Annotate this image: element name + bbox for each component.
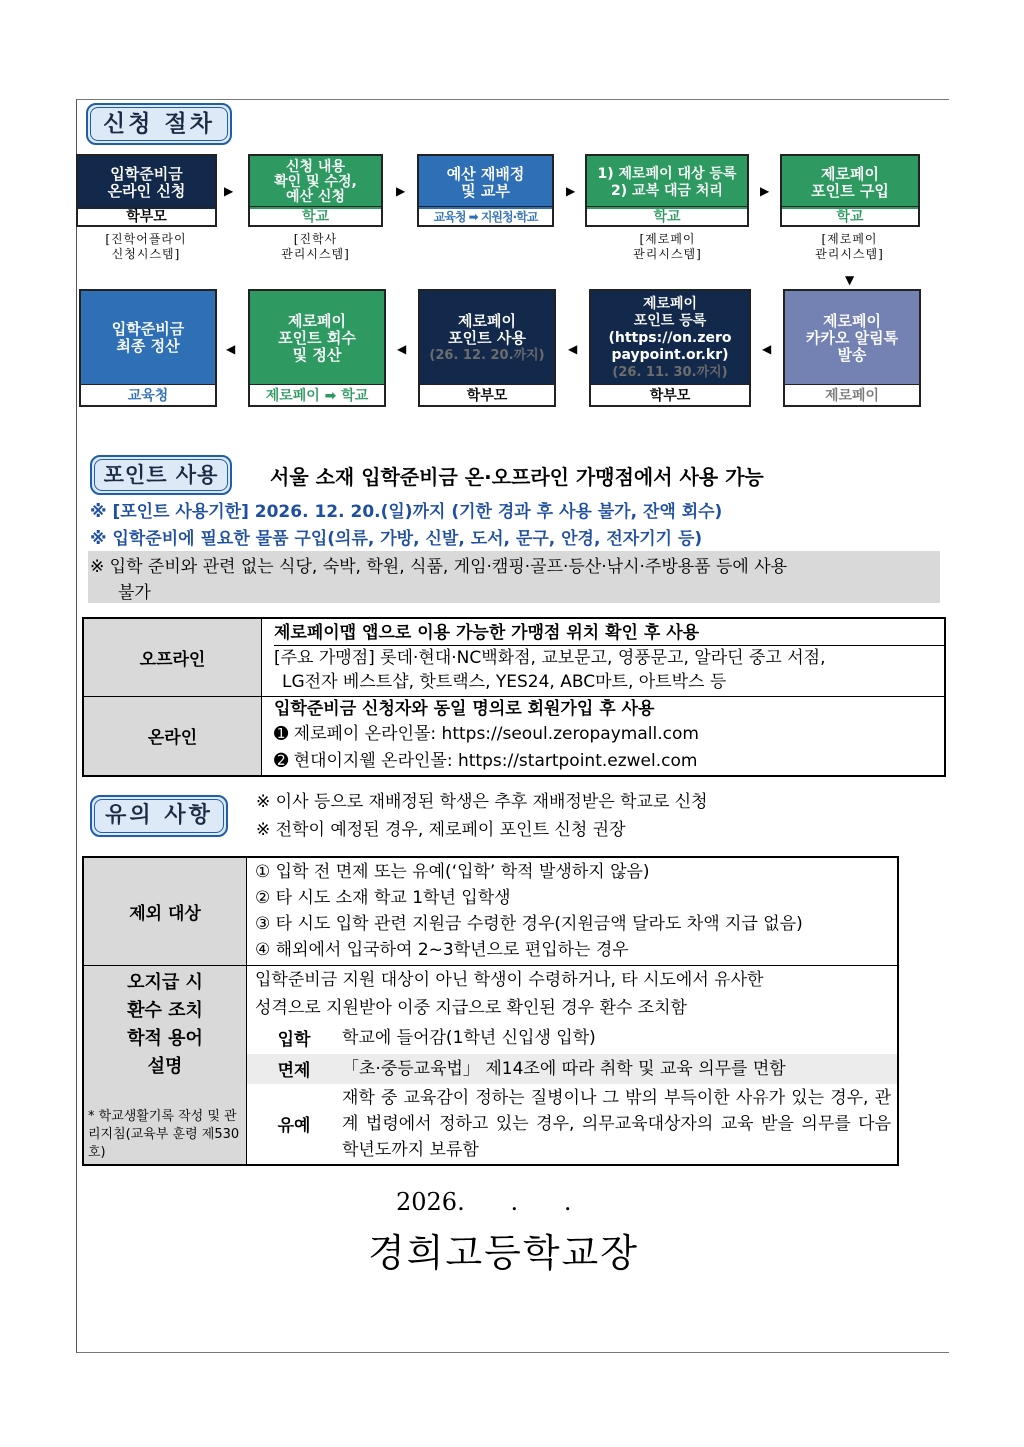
exclude-line-2: ② 타 시도 소재 학교 1학년 입학생 [255,888,511,909]
offline-label: 오프라인 [83,618,262,696]
note-allowed-items: ※ 입학준비에 필요한 물품 구입(의류, 가방, 신발, 도서, 문구, 안경, 전자기기 등) [90,529,703,549]
term-desc: 「초·중등교육법」 제14조에 따라 취학 및 교육 의무를 면함 [342,1058,786,1079]
exclude-label: 제외 대상 [83,857,247,965]
flow-step-1-actor: 학부모 [78,206,215,225]
flow-step-8 [418,289,556,407]
arrow-right-icon: ▶ [566,184,576,198]
flow-step-9 [248,289,386,407]
online-line-1: 입학준비금 신청자와 동일 명의로 회원가입 후 사용 [274,698,655,719]
flow-step-5 [780,154,920,227]
flow-step-2 [248,154,383,227]
exclude-line-1: ① 입학 전 면제 또는 유예(‘입학’ 학적 발생하지 않음) [255,862,650,883]
flow-step-2-title: 신청 내용 확인 및 수정, 예산 신청 [250,156,381,209]
arrow-left-icon: ◀ [397,342,407,356]
note-restricted: ※ 입학 준비와 관련 없는 식당, 숙박, 학원, 식품, 게임·캠핑·골프·등산·낚시·주방용품 등에 사용 불가 [88,551,940,603]
arrow-left-icon: ◀ [226,342,236,356]
flow-step-4-system: [제로페이 관리시스템] [633,232,702,261]
flow-step-3-title: 예산 재배정 및 교부 [419,156,552,209]
note-deadline: ※ [포인트 사용기한] 2026. 12. 20.(일)까지 (기한 경과 후 사용 불가, 잔액 회수) [90,502,723,522]
flow-step-4-title: 1) 제로페이 대상 등록 2) 교복 대금 처리 [587,156,747,209]
online-line-3: ➋ 현대이지웰 온라인몰: https://startpoint.ezwel.com [274,750,698,771]
online-label: 온라인 [83,696,262,776]
flow-step-7-title: 제로페이 포인트 등록 (https://on.zero paypoint.or.kr) [608,295,732,363]
flow-step-8-deadline: (26. 12. 20.까지) [429,347,545,363]
arrow-left-icon: ◀ [568,342,578,356]
flow-step-9-actor: 제로페이 ➡ 학교 [250,384,384,405]
section-title-procedure: 신청 절차 [86,103,232,145]
flow-step-8-actor: 학부모 [420,384,554,405]
arrow-right-icon: ▶ [396,184,406,198]
flow-step-8-title: 제로페이 포인트 사용 [448,311,526,347]
point-use-headline: 서울 소재 입학준비금 온·오프라인 가맹점에서 사용 가능 [270,465,764,489]
flow-step-3 [417,154,554,227]
footnote: * 학교생활기록 작성 및 관리지침(교육부 훈령 제530호) [88,1109,240,1160]
flow-step-3-actor: 교육청 ➡ 지원청·학교 [419,206,552,225]
term-label: 면제 [277,1061,311,1081]
refund-text-1: 입학준비금 지원 대상이 아닌 학생이 수령하거나, 타 시도에서 유사한 [255,969,764,990]
flow-step-7-deadline: (26. 11. 30.까지) [612,364,728,380]
offline-line-3: LG전자 베스트샵, 핫트랙스, YES24, ABC마트, 아트박스 등 [282,671,727,692]
table-row-exclude [83,857,898,965]
flow-step-4-actor: 학교 [587,206,747,225]
flow-step-5-title: 제로페이 포인트 구입 [782,156,918,209]
flow-step-5-system: [제로페이 관리시스템] [815,232,884,261]
refund-text-2: 성격으로 지원받아 이중 지급으로 확인된 경우 환수 조치함 [255,997,687,1018]
section-title-point-use: 포인트 사용 [90,455,232,495]
flow-step-6 [783,289,921,407]
arrow-right-icon: ▶ [224,184,234,198]
term-desc: 학교에 들어감(1학년 신입생 입학) [342,1027,596,1048]
offline-line-1: 제로페이맵 앱으로 이용 가능한 가맹점 위치 확인 후 사용 [274,621,944,646]
section-title-caution: 유의 사항 [90,795,228,837]
document-date: 2026. . . [396,1188,572,1216]
flow-step-4 [585,154,749,227]
table-row-offline [83,618,945,696]
flow-step-7-actor: 학부모 [591,384,749,405]
arrow-down-icon: ▼ [845,273,855,287]
caution-note-1: ※ 이사 등으로 재배정된 학생은 추후 재배정받은 학교로 신청 [256,792,708,812]
flow-step-6-actor: 제로페이 [785,384,919,405]
terms-table [247,1022,897,1164]
online-line-2: ➊ 제로페이 온라인몰: https://seoul.zeropaymall.com [274,723,699,744]
term-label: 유예 [277,1116,311,1136]
flow-step-2-actor: 학교 [250,206,381,225]
refund-label: 오지급 시 환수 조치 학적 용어 설명 [127,971,203,1077]
caution-note-2: ※ 전학이 예정된 경우, 제로페이 포인트 신청 권장 [256,820,626,840]
flow-step-1 [76,154,217,227]
table-row-online [83,696,945,776]
flow-step-5-actor: 학교 [782,206,918,225]
flow-step-6-title: 제로페이 카카오 알림톡 발송 [785,291,919,385]
flow-step-10-actor: 교육청 [81,384,215,405]
caution-table [82,856,899,1166]
flow-step-1-system: [진학어플라이 신청시스템] [105,232,187,261]
table-row-refund [83,965,898,1165]
term-row [247,1054,897,1084]
flow-step-1-title: 입학준비금 온라인 신청 [78,156,215,209]
arrow-right-icon: ▶ [760,184,770,198]
exclude-line-4: ④ 해외에서 입국하여 2~3학년으로 편입하는 경우 [255,940,629,961]
usage-table [82,617,946,777]
term-row [247,1084,897,1164]
term-desc: 재학 중 교육감이 정하는 질병이나 그 밖의 부득이한 사유가 있는 경우, 관계 법령에서 정하고 있는 경우, 의무교육대상자의 교육 받을 의무를 다음 학년도까지 보류함 [342,1087,891,1160]
offline-line-2: [주요 가맹점] 롯데·현대·NC백화점, 교보문고, 영풍문고, 알라딘 중고 서점, [274,647,826,668]
flow-step-9-title: 제로페이 포인트 회수 및 정산 [250,291,384,385]
flow-step-10 [79,289,217,407]
flow-step-7 [589,289,751,407]
exclude-line-3: ③ 타 시도 입학 관련 지원금 수령한 경우(지원금액 달라도 차액 지급 없음) [255,914,803,935]
principal-signature: 경희고등학교장 [368,1231,639,1275]
term-label: 입학 [277,1030,311,1050]
term-row [247,1022,897,1054]
arrow-left-icon: ◀ [762,342,772,356]
flow-step-2-system: [진학사 관리시스템] [281,232,350,261]
flow-step-10-title: 입학준비금 최종 정산 [81,291,215,385]
